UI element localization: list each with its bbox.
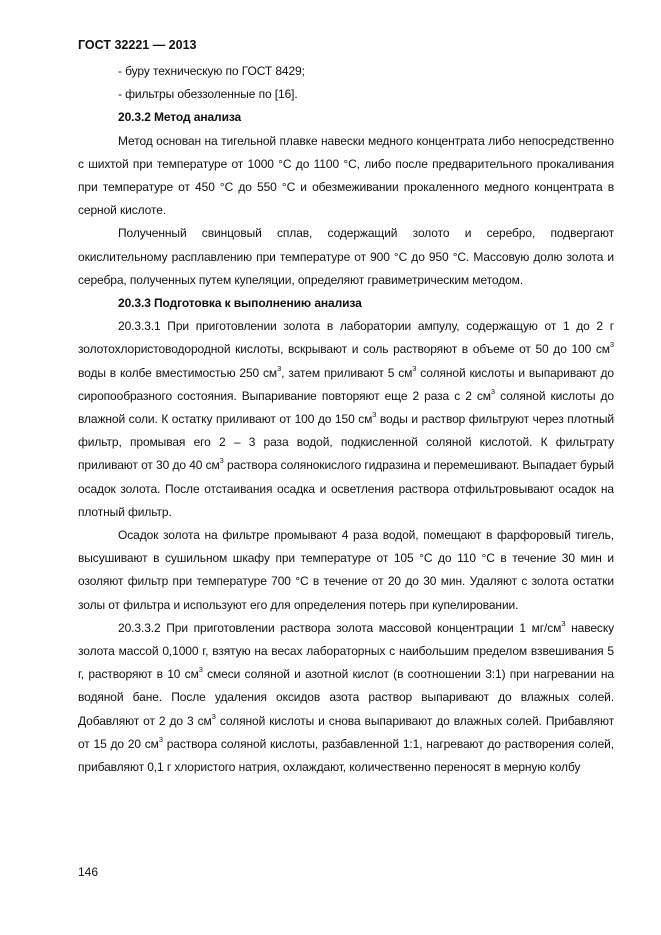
text-span: воды и раствор фильтруют через плотный фильтр, промывая его 2 – 3 раза водой, подкисленной соляной кислотой. К фильтрату приливают от 30 до 40 см bbox=[78, 412, 614, 473]
document-header: ГОСТ 32221 — 2013 bbox=[78, 38, 197, 52]
text-span: навеску золота массой 0,1000 г, взятую на весах лабораторных с наибольшим пределом взвешивания 5 г, растворяют в 10 см bbox=[78, 620, 614, 682]
text-span: 20.3.3.1 При приготовлении золота в лаборатории ампулу, содержащую от 1 до 2 г золотохлористоводородной кислоты, вскрывают и соль растворяют в объеме от 50 до 100 см bbox=[78, 319, 614, 357]
text-span: раствора соляной кислоты, разбавленной 1:1, нагревают до растворения солей, прибавляют 0,1 г хлористого натрия, охлаждают, количественно переносят в мерную колбу bbox=[78, 736, 614, 775]
text-span: соляной кислоты и снова выпаривают до влажных солей. Прибавляют от 15 до 20 см bbox=[78, 713, 614, 751]
superscript: 3 bbox=[561, 618, 566, 628]
superscript: 3 bbox=[211, 711, 216, 721]
page-body bbox=[78, 60, 614, 779]
text-span: соляной кислоты до влажной соли. К остатку приливают от 100 до 150 см bbox=[78, 388, 614, 427]
paragraph: Осадок золота на фильтре промывают 4 раза водой, помещают в фарфоровый тигель, высушивают в сушильном шкафу при температуре от 105 °С до 110 °С в течение 30 мин и озоляют фильтр при температуре 700 °С в течение от 20 до 30 мин. Удаляют с золота остатки золы от фильтра и используют его для определения потерь при купелировании. bbox=[78, 528, 614, 612]
list-item: - фильтры обеззоленные по [16]. bbox=[118, 87, 298, 102]
text-span: , затем приливают 5 см bbox=[281, 365, 413, 380]
superscript: 3 bbox=[490, 386, 495, 396]
superscript: 3 bbox=[277, 363, 282, 373]
page-number: 146 bbox=[78, 865, 99, 879]
superscript: 3 bbox=[158, 734, 163, 744]
superscript: 3 bbox=[372, 410, 377, 420]
superscript: 3 bbox=[198, 665, 203, 675]
superscript: 3 bbox=[412, 363, 417, 373]
section-heading: 20.3.2 Метод анализа bbox=[118, 110, 242, 125]
superscript: 3 bbox=[219, 456, 224, 466]
paragraph bbox=[78, 617, 614, 779]
paragraph: Метод основан на тигельной плавке навески медного концентрата либо непосредственно с шихтой при температуре от 1000 °С до 1100 °С, либо после предварительного прокаливания при температуре от 450 °С до 550 °С и обезмеживании прокаленного медного концентрата в серной кислоте. bbox=[78, 133, 614, 218]
superscript: 3 bbox=[609, 340, 614, 350]
text-span: соляной кислоты и выпаривают до сиропообразного состояния. Выпаривание повторяют еще 2 раза с 2 см bbox=[78, 365, 614, 403]
list-item: - буру техническую по ГОСТ 8429; bbox=[118, 64, 305, 78]
text-span: раствора солянокислого гидразина и перемешивают. Выпадает бурый осадок золота. После отстаивания осадка и осветления раствора отфильтровывают осадок на плотный фильтр. bbox=[78, 458, 615, 519]
text-span: 20.3.3.2 При приготовлении раствора золота массовой концентрации 1 мг/см bbox=[118, 620, 562, 635]
paragraph: Полученный свинцовый сплав, содержащий золото и серебро, подвергают окислительному расплавлению при температуре от 900 °С до 950 °С. Массовую долю золота и серебра, полученных путем купеляции, определяют гравиметрическим методом. bbox=[78, 226, 614, 287]
text-span: смеси соляной и азотной кислот (в соотношении 3:1) при нагревании на водяной бане. После удаления оксидов азота раствор выпаривают до влажных солей. Добавляют от 2 до 3 см bbox=[78, 667, 615, 728]
section-heading: 20.3.3 Подготовка к выполнению анализа bbox=[118, 296, 362, 311]
paragraph bbox=[78, 315, 614, 524]
text-span: воды в колбе вместимостью 250 см bbox=[78, 365, 278, 380]
